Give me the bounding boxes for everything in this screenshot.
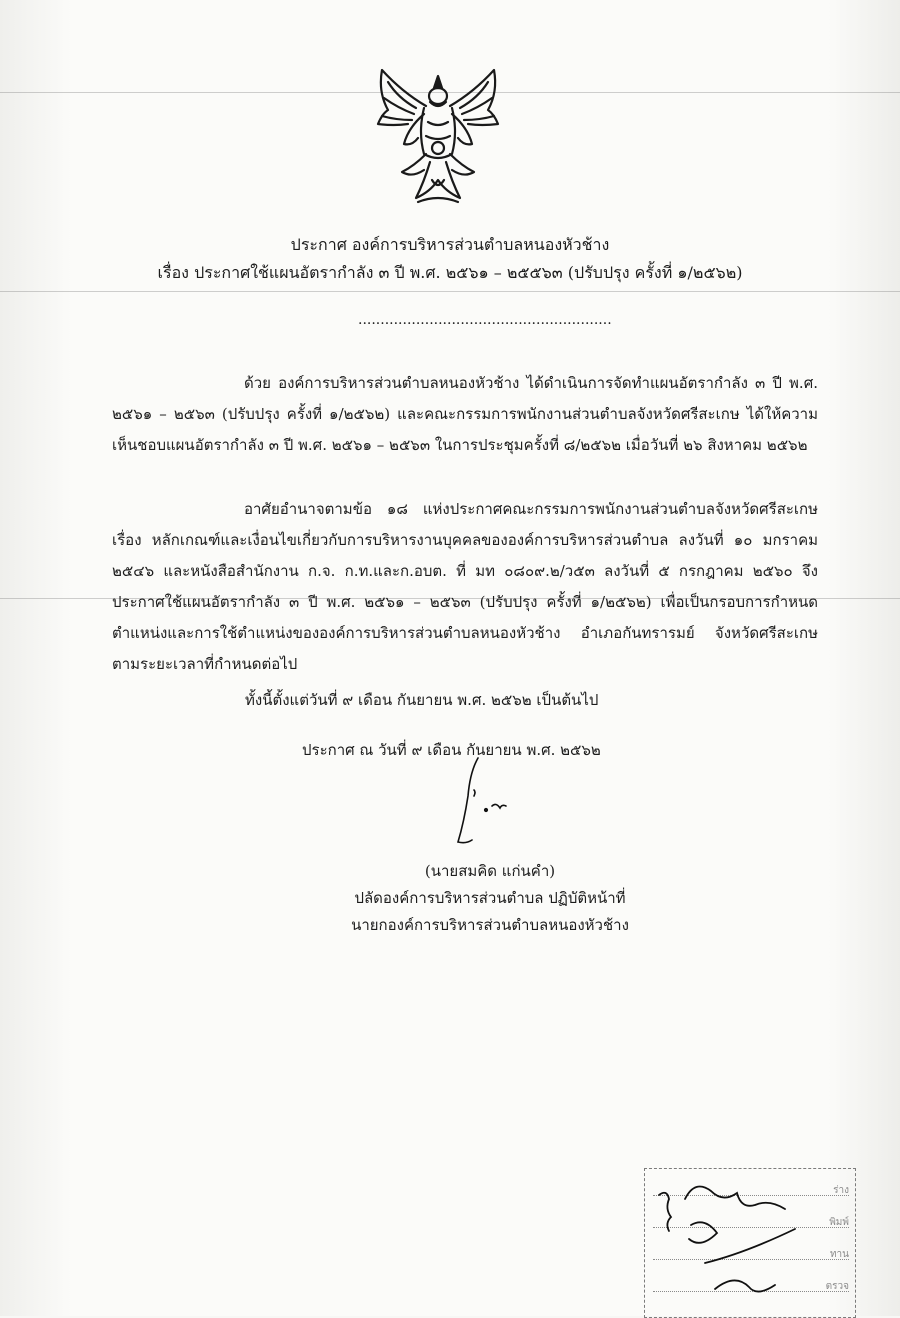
- handwritten-signature: [440, 752, 520, 852]
- signatory-acting-position: นายกองค์การบริหารส่วนตำบลหนองหัวช้าง: [351, 916, 629, 934]
- garuda-emblem-icon: [368, 62, 508, 212]
- body-paragraph-2: อาศัยอำนาจตามข้อ ๑๘ แห่งประกาศคณะกรรมการพนักงานส่วนตำบลจังหวัดศรีสะเกษ เรื่อง หลักเกณฑ์และเงื่อนไขเกี่ยวกับการบริหารงานบุคคลขององค์การบริหารส่วนตำบล ลงวันที่ ๑๐ มกราคม ๒๕๔๖ และหนังสือสำนักงาน ก.จ. ก.ท.และก.อบต. ที่ มท ๐๘๐๙.๒/ว๕๓ ลงวันที่ ๕ กรกฎาคม ๒๕๖๐ จึงประกาศใช้แผนอัตรากำลัง ๓ ปี พ.ศ. ๒๕๖๑ – ๒๕๖๓ (ปรับปรุง ครั้งที่ ๑/๒๕๖๒) เพื่อเป็นกรอบการกำหนดตำแหน่งและการใช้ตำแหน่งขององค์การบริหารส่วนตำบลหนองหัวช้าง อำเภอกันทรารมย์ จังหวัดศรีสะเกษ ตามระยะเวลาที่กำหนดต่อไป: [112, 500, 818, 673]
- stamp-initials-signature: [645, 1169, 855, 1317]
- stamp-label-proofread: ทาน: [829, 1249, 849, 1260]
- signatory-position: ปลัดองค์การบริหารส่วนตำบล ปฏิบัติหน้าที่: [354, 889, 626, 907]
- approval-stamp-box: [644, 1168, 856, 1318]
- announcement-title: ประกาศ องค์การบริหารส่วนตำบลหนองหัวช้าง: [290, 235, 610, 254]
- stamp-label-checked: ตรวจ: [825, 1281, 849, 1292]
- stamp-label-typed: พิมพ์: [829, 1217, 849, 1228]
- signature-block: [300, 858, 680, 939]
- signatory-name: (นายสมคิด แก่นคำ): [424, 862, 556, 880]
- body-paragraph-1: ด้วย องค์การบริหารส่วนตำบลหนองหัวช้าง ได้ดำเนินการจัดทำแผนอัตรากำลัง ๓ ปี พ.ศ. ๒๕๖๑ – ๒๕๖๓ (ปรับปรุง ครั้งที่ ๑/๒๕๖๒) และคณะกรรมการพนักงานส่วนตำบลจังหวัดศรีสะเกษ ได้ให้ความเห็นชอบแผนอัตรากำลัง ๓ ปี พ.ศ. ๒๕๖๑ – ๒๕๖๓ ในการประชุมครั้งที่ ๘/๒๕๖๒ เมื่อวันที่ ๒๖ สิงหาคม ๒๕๖๒: [112, 374, 818, 454]
- announcement-date-line: ประกาศ ณ วันที่ ๙ เดือน กันยายน พ.ศ. ๒๕๖๒: [302, 741, 601, 759]
- separator-dots: .........................................................: [358, 312, 612, 328]
- stamp-label-draft: ร่าง: [833, 1185, 849, 1196]
- announcement-subject: เรื่อง ประกาศใช้แผนอัตรากำลัง ๓ ปี พ.ศ. ๒๕๖๑ – ๒๕๕๖๓ (ปรับปรุง ครั้งที่ ๑/๒๕๖๒): [157, 263, 743, 282]
- effective-date-line: ทั้งนี้ตั้งแต่วันที่ ๙ เดือน กันยายน พ.ศ. ๒๕๖๒ เป็นต้นไป: [245, 691, 599, 709]
- paper-fold-line: [0, 291, 900, 292]
